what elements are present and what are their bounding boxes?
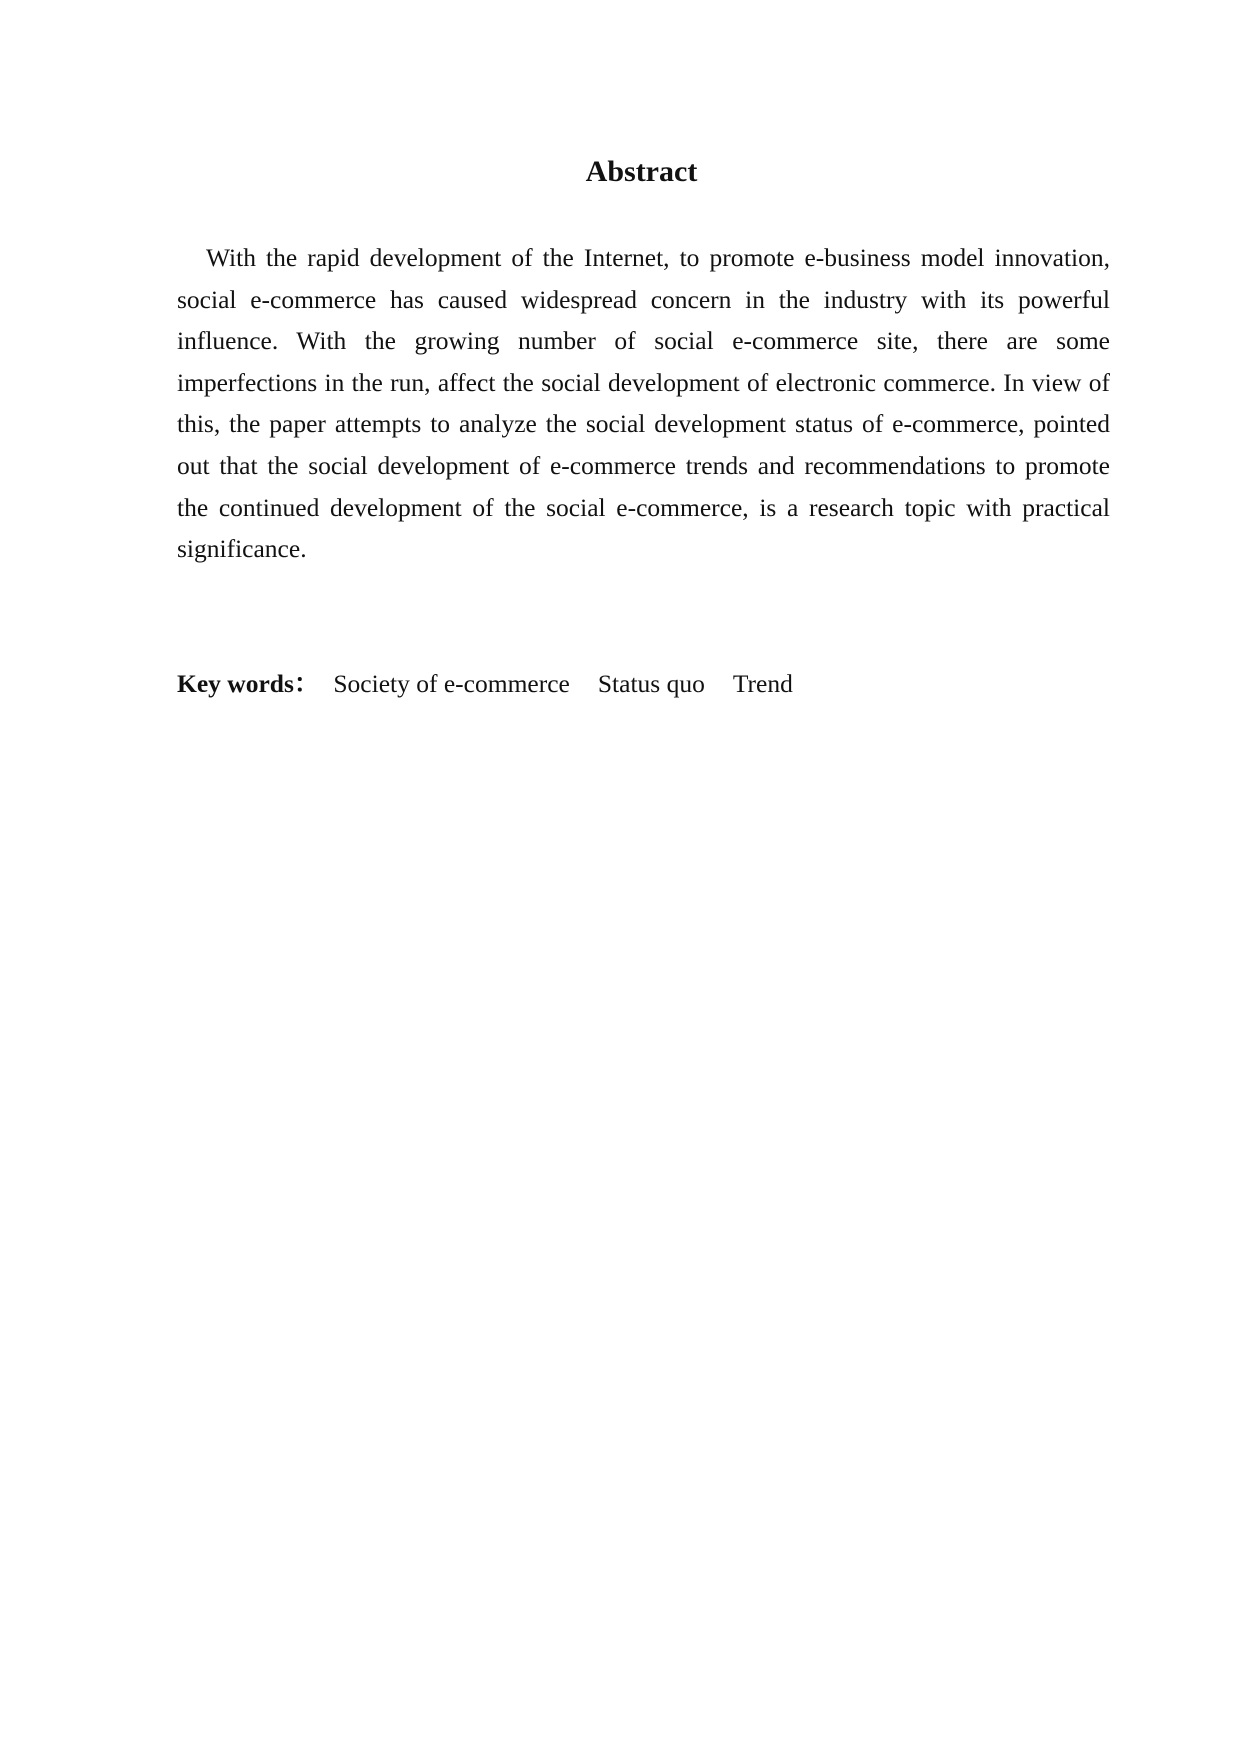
- keywords-label: Key words：: [177, 669, 320, 698]
- keywords-line: [177, 664, 1110, 704]
- abstract-paragraph: With the rapid development of the Internet, to promote e-business model innovation, social e-commerce has caused widespread concern in the industry with its powerful influence. With the growing number of social e-commerce site, there are some imperfections in the run, affect the social development of electronic commerce. In view of this, the paper attempts to analyze the social development status of e-commerce, pointed out that the social development of e-commerce trends and recommendations to promote the continued development of the social e-commerce, is a research topic with practical significance.: [177, 243, 1110, 564]
- abstract-title: Abstract: [585, 155, 698, 188]
- keyword-term: Trend: [732, 669, 793, 698]
- keyword-term: Status quo: [597, 669, 705, 698]
- keyword-term: Society of e-commerce: [333, 669, 570, 698]
